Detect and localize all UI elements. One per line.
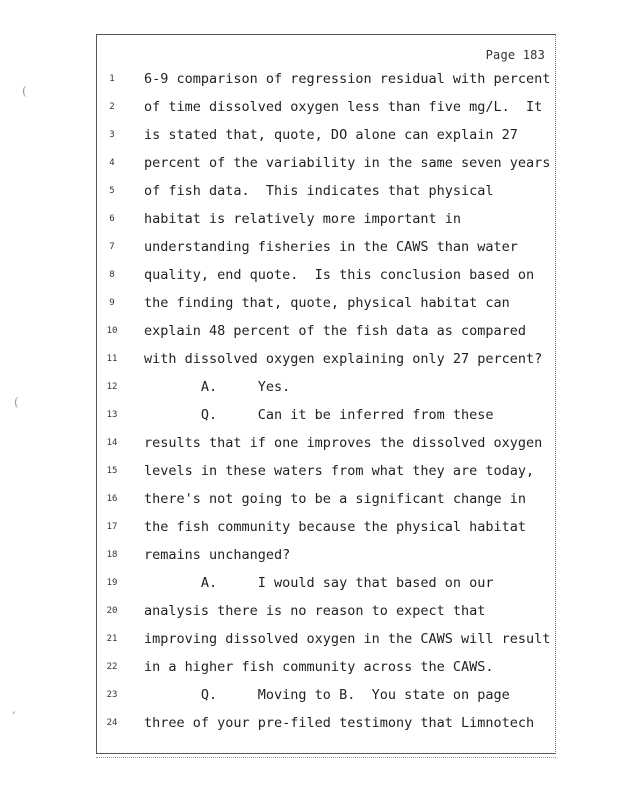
line-number: 4 <box>109 158 115 168</box>
line-number: 20 <box>106 606 118 616</box>
line-text: percent of the variability in the same seven years <box>144 155 551 171</box>
line-number: 17 <box>106 522 118 532</box>
line-number: 13 <box>106 410 118 420</box>
transcript-line <box>97 603 557 623</box>
line-text: with dissolved oxygen explaining only 27 percent? <box>144 351 543 367</box>
line-text: of fish data. This indicates that physical <box>144 183 494 199</box>
line-text: improving dissolved oxygen in the CAWS will result <box>144 631 551 647</box>
line-number: 21 <box>106 634 118 644</box>
line-text: analysis there is no reason to expect that <box>144 603 486 619</box>
transcript-line <box>97 407 557 427</box>
transcript-line <box>97 71 557 91</box>
margin-mark-bottom: , <box>12 702 16 716</box>
transcript-line <box>97 211 557 231</box>
line-number: 16 <box>106 494 118 504</box>
transcript-line <box>97 435 557 455</box>
transcript-line <box>97 267 557 287</box>
line-text: of time dissolved oxygen less than five mg/L. It <box>144 99 543 115</box>
line-number: 19 <box>106 578 118 588</box>
transcript-line <box>97 99 557 119</box>
line-text: quality, end quote. Is this conclusion based on <box>144 267 535 283</box>
line-number: 23 <box>106 690 118 700</box>
line-text: three of your pre-filed testimony that Limnotech <box>144 715 535 731</box>
line-number: 6 <box>109 214 115 224</box>
margin-mark-top: ( <box>22 84 27 98</box>
line-number: 2 <box>109 102 115 112</box>
line-number: 14 <box>106 438 118 448</box>
line-text: there's not going to be a significant change in <box>144 491 527 507</box>
transcript-line <box>97 631 557 651</box>
line-number: 1 <box>109 74 115 84</box>
line-number: 12 <box>106 382 118 392</box>
line-number: 18 <box>106 550 118 560</box>
line-text: results that if one improves the dissolved oxygen <box>144 435 543 451</box>
transcript-line <box>97 323 557 343</box>
transcript-line <box>97 127 557 147</box>
line-text: the fish community because the physical habitat <box>144 519 527 535</box>
line-text: A. I would say that based on our <box>144 575 494 591</box>
line-text: Q. Can it be inferred from these <box>144 407 494 423</box>
transcript-line <box>97 239 557 259</box>
line-text: the finding that, quote, physical habitat can <box>144 295 510 311</box>
transcript-line <box>97 519 557 539</box>
line-text: explain 48 percent of the fish data as compared <box>144 323 527 339</box>
transcript-line <box>97 575 557 595</box>
line-text: in a higher fish community across the CAWS. <box>144 659 494 675</box>
line-number: 7 <box>109 242 115 252</box>
transcript-page <box>96 34 556 754</box>
transcript-line <box>97 715 557 735</box>
line-number: 24 <box>106 718 118 728</box>
line-text: is stated that, quote, DO alone can explain 27 <box>144 127 518 143</box>
transcript-line <box>97 547 557 567</box>
transcript-line <box>97 155 557 175</box>
line-text: levels in these waters from what they are today, <box>144 463 535 479</box>
transcript-line <box>97 379 557 399</box>
line-number: 15 <box>106 466 118 476</box>
line-text: 6-9 comparison of regression residual with percent <box>144 71 551 87</box>
line-number: 22 <box>106 662 118 672</box>
transcript-line <box>97 491 557 511</box>
line-text: Q. Moving to B. You state on page <box>144 687 510 703</box>
line-number: 5 <box>109 186 115 196</box>
transcript-line <box>97 463 557 483</box>
line-text: A. Yes. <box>144 379 291 395</box>
margin-mark-middle: ( <box>14 395 19 409</box>
line-number: 8 <box>109 270 115 280</box>
line-number: 11 <box>106 354 118 364</box>
bottom-rule <box>96 757 556 758</box>
line-number: 10 <box>106 326 118 336</box>
page-number-header: Page 183 <box>485 48 545 62</box>
transcript-line <box>97 183 557 203</box>
line-text: habitat is relatively more important in <box>144 211 461 227</box>
transcript-line <box>97 659 557 679</box>
line-number: 9 <box>109 298 115 308</box>
line-number: 3 <box>109 130 115 140</box>
transcript-line <box>97 687 557 707</box>
line-text: remains unchanged? <box>144 547 291 563</box>
line-text: understanding fisheries in the CAWS than water <box>144 239 518 255</box>
transcript-line <box>97 351 557 371</box>
transcript-line <box>97 295 557 315</box>
